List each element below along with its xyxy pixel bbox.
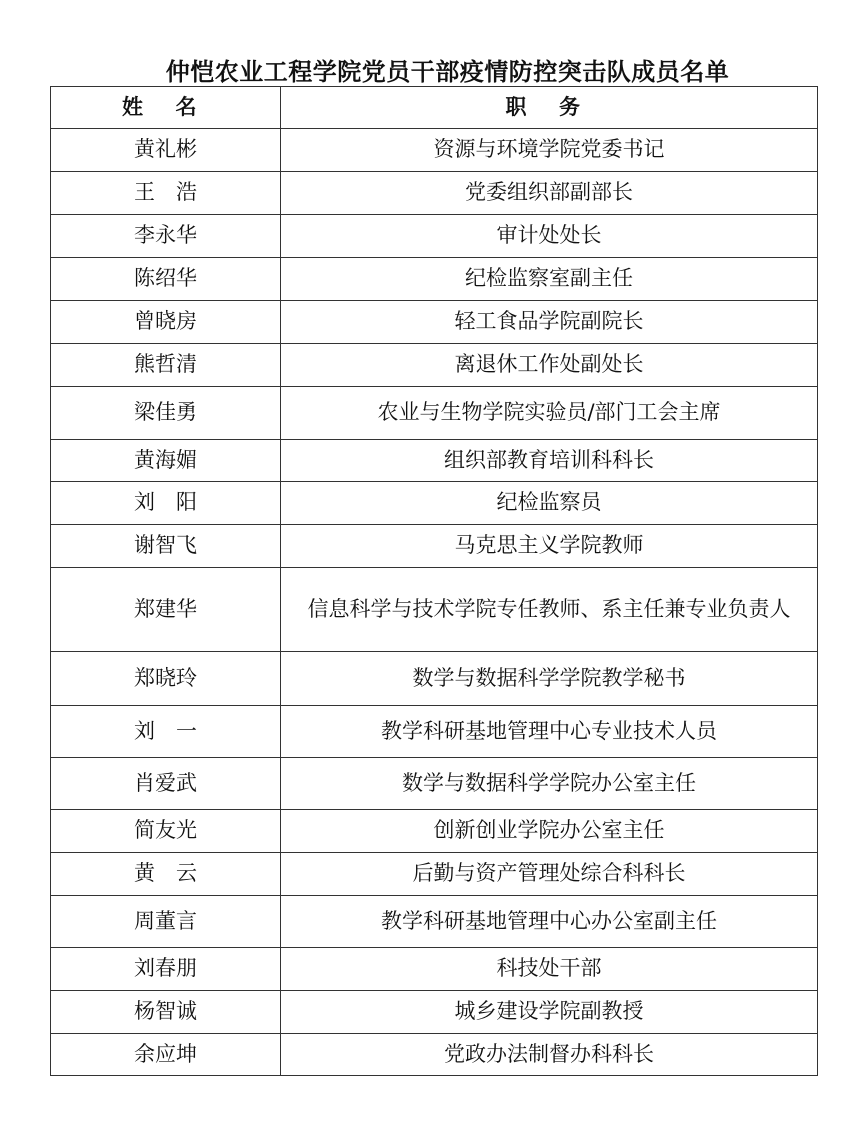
member-position: 纪检监察员 <box>281 482 818 525</box>
table-row <box>51 706 818 758</box>
member-name: 黄礼彬 <box>51 129 281 172</box>
member-position: 后勤与资产管理处综合科科长 <box>281 853 818 896</box>
document-title: 仲恺农业工程学院党员干部疫情防控突击队成员名单 <box>165 58 730 86</box>
member-position: 城乡建设学院副教授 <box>281 991 818 1034</box>
member-name: 曾晓房 <box>51 301 281 344</box>
member-name: 熊哲清 <box>51 344 281 387</box>
member-position: 马克思主义学院教师 <box>281 525 818 568</box>
header-position: 职 务 <box>281 87 818 129</box>
table-row <box>51 810 818 853</box>
member-position: 离退休工作处副处长 <box>281 344 818 387</box>
member-name: 李永华 <box>51 215 281 258</box>
table-row <box>51 652 818 706</box>
table-row <box>51 896 818 948</box>
table-row <box>51 129 818 172</box>
table-row <box>51 344 818 387</box>
table-row <box>51 301 818 344</box>
member-position: 审计处处长 <box>281 215 818 258</box>
member-table <box>50 86 818 1076</box>
member-name: 郑建华 <box>51 568 281 652</box>
member-name: 刘 一 <box>51 706 281 758</box>
member-position: 资源与环境学院党委书记 <box>281 129 818 172</box>
member-name: 陈绍华 <box>51 258 281 301</box>
member-position: 科技处干部 <box>281 948 818 991</box>
table-row <box>51 387 818 440</box>
member-position: 数学与数据科学学院教学秘书 <box>281 652 818 706</box>
member-name: 梁佳勇 <box>51 387 281 440</box>
member-position: 纪检监察室副主任 <box>281 258 818 301</box>
table-header-row <box>51 87 818 129</box>
table-row <box>51 172 818 215</box>
member-position: 教学科研基地管理中心办公室副主任 <box>281 896 818 948</box>
member-position: 党委组织部副部长 <box>281 172 818 215</box>
table-row <box>51 853 818 896</box>
table-row <box>51 215 818 258</box>
table-row <box>51 440 818 482</box>
table-row <box>51 568 818 652</box>
member-name: 郑晓玲 <box>51 652 281 706</box>
member-name: 余应坤 <box>51 1034 281 1076</box>
table-row <box>51 525 818 568</box>
table-row <box>51 991 818 1034</box>
table-row <box>51 1034 818 1076</box>
member-position: 党政办法制督办科科长 <box>281 1034 818 1076</box>
member-position: 农业与生物学院实验员/部门工会主席 <box>281 387 818 440</box>
member-position: 组织部教育培训科科长 <box>281 440 818 482</box>
member-name: 简友光 <box>51 810 281 853</box>
member-position: 教学科研基地管理中心专业技术人员 <box>281 706 818 758</box>
member-position: 数学与数据科学学院办公室主任 <box>281 758 818 810</box>
member-name: 王 浩 <box>51 172 281 215</box>
member-position: 信息科学与技术学院专任教师、系主任兼专业负责人 <box>281 568 818 652</box>
header-name: 姓 名 <box>51 87 281 129</box>
table-row <box>51 948 818 991</box>
member-name: 刘 阳 <box>51 482 281 525</box>
table-row <box>51 258 818 301</box>
table-row <box>51 758 818 810</box>
member-name: 杨智诚 <box>51 991 281 1034</box>
member-name: 刘春朋 <box>51 948 281 991</box>
member-name: 黄海媚 <box>51 440 281 482</box>
member-name: 谢智飞 <box>51 525 281 568</box>
member-name: 周董言 <box>51 896 281 948</box>
member-name: 黄 云 <box>51 853 281 896</box>
table-row <box>51 482 818 525</box>
member-position: 轻工食品学院副院长 <box>281 301 818 344</box>
member-name: 肖爱武 <box>51 758 281 810</box>
member-position: 创新创业学院办公室主任 <box>281 810 818 853</box>
